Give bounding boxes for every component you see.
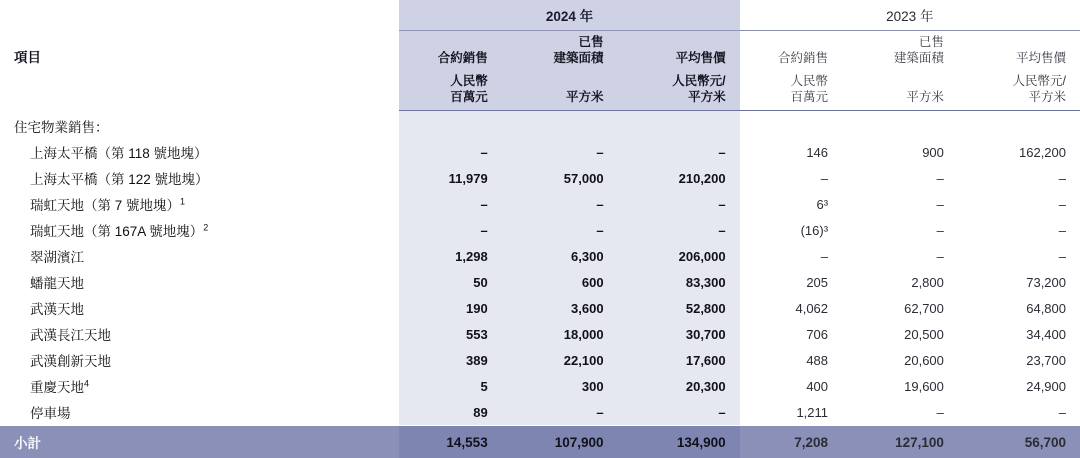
row-value: – — [618, 139, 740, 165]
table-row — [0, 269, 1080, 295]
row-value: 30,700 — [618, 321, 740, 347]
row-value: – — [958, 243, 1080, 269]
row-value: – — [618, 399, 740, 426]
row-label: 停車場 — [0, 399, 399, 426]
row-value: 488 — [740, 347, 842, 373]
year-group-row — [0, 0, 1080, 31]
row-value: – — [399, 139, 501, 165]
row-value: 20,600 — [842, 347, 958, 373]
row-label: 重慶天地$^4$ — [0, 373, 399, 399]
row-value: – — [842, 243, 958, 269]
row-value: 6,300 — [502, 243, 618, 269]
row-value: 400 — [740, 373, 842, 399]
row-value: 900 — [842, 139, 958, 165]
row-value: – — [958, 191, 1080, 217]
row-value: – — [502, 399, 618, 426]
subtotal-label: 小計 — [0, 426, 399, 458]
row-value: – — [399, 191, 501, 217]
unit-line: 人民幣 — [791, 74, 829, 88]
table-row — [0, 321, 1080, 347]
row-value: 300 — [502, 373, 618, 399]
col-header-2023-gfa-sold — [842, 31, 958, 71]
row-value: – — [740, 243, 842, 269]
row-value: – — [502, 217, 618, 243]
footnote-marker: 1 — [180, 197, 185, 207]
table-row — [0, 399, 1080, 426]
table-row — [0, 165, 1080, 191]
section-blank-cell — [740, 110, 842, 139]
row-value: – — [958, 165, 1080, 191]
table-row — [0, 347, 1080, 373]
section-blank-cell — [842, 110, 958, 139]
table-row — [0, 243, 1080, 269]
group-spacer — [0, 0, 399, 31]
row-value: – — [618, 191, 740, 217]
row-value: – — [502, 191, 618, 217]
item-column-header: 項目 — [0, 31, 399, 71]
table-row — [0, 373, 1080, 399]
unit-2023-asp — [958, 70, 1080, 110]
row-value: 162,200 — [958, 139, 1080, 165]
col-header-2024-gfa-sold — [502, 31, 618, 71]
table-row — [0, 295, 1080, 321]
row-value: – — [842, 399, 958, 426]
unit-row-spacer — [0, 70, 399, 110]
row-value: 73,200 — [958, 269, 1080, 295]
row-value: 83,300 — [618, 269, 740, 295]
col-header-2024-asp — [618, 31, 740, 71]
row-value: 57,000 — [502, 165, 618, 191]
row-value: 18,000 — [502, 321, 618, 347]
row-value: – — [842, 165, 958, 191]
col-header-line: 合約銷售 — [438, 51, 488, 65]
col-header-line: 平均售價 — [676, 51, 726, 65]
unit-line: 百萬元 — [450, 90, 488, 104]
row-value: 190 — [399, 295, 501, 321]
row-value: – — [399, 217, 501, 243]
subtotal-row — [0, 426, 1080, 458]
footnote-marker: 2 — [203, 223, 208, 233]
col-header-line: 建築面積 — [894, 51, 944, 65]
section-blank-cell — [399, 110, 501, 139]
row-value: 206,000 — [618, 243, 740, 269]
col-header-2023-asp — [958, 31, 1080, 71]
unit-line: 平方米 — [566, 90, 604, 104]
row-value: 4,062 — [740, 295, 842, 321]
row-value: 62,700 — [842, 295, 958, 321]
row-label: 蟠龍天地 — [0, 269, 399, 295]
column-header-row — [0, 31, 1080, 71]
section-title: 住宅物業銷售： — [0, 110, 399, 139]
row-label: 瑞虹天地（第 167A 號地塊）$^2$ — [0, 217, 399, 243]
row-label: 翠湖濱江 — [0, 243, 399, 269]
row-label: 上海太平橋（第 122 號地塊） — [0, 165, 399, 191]
row-value: 205 — [740, 269, 842, 295]
row-value: 5 — [399, 373, 501, 399]
row-value: 23,700 — [958, 347, 1080, 373]
row-label: 武漢創新天地 — [0, 347, 399, 373]
subtotal-value: 56,700 — [958, 426, 1080, 458]
row-label: 瑞虹天地（第 7 號地塊）$^1$ — [0, 191, 399, 217]
unit-2023-contracted-sales — [740, 70, 842, 110]
col-header-2024-contracted-sales — [399, 31, 501, 71]
unit-2024-contracted-sales — [399, 70, 501, 110]
row-value: 1,298 — [399, 243, 501, 269]
row-value: – — [842, 217, 958, 243]
row-value: 553 — [399, 321, 501, 347]
unit-2024-asp — [618, 70, 740, 110]
row-value: 20,500 — [842, 321, 958, 347]
subtotal-value: 7,208 — [740, 426, 842, 458]
row-value: – — [740, 165, 842, 191]
unit-line: 平方米 — [688, 90, 726, 104]
row-value: 19,600 — [842, 373, 958, 399]
table-row — [0, 217, 1080, 243]
unit-line: 百萬元 — [791, 90, 829, 104]
col-header-line: 已售 — [919, 35, 944, 49]
row-value: 6³ — [740, 191, 842, 217]
footnote-marker: 4 — [84, 379, 89, 389]
row-label: 武漢天地 — [0, 295, 399, 321]
row-value: – — [842, 191, 958, 217]
row-value: 89 — [399, 399, 501, 426]
row-value: – — [618, 217, 740, 243]
row-value: – — [958, 217, 1080, 243]
subtotal-value: 107,900 — [502, 426, 618, 458]
group-header-2023: 2023 年 — [740, 0, 1080, 31]
row-value: 389 — [399, 347, 501, 373]
section-title-row — [0, 110, 1080, 139]
row-value: 1,211 — [740, 399, 842, 426]
unit-line: 人民幣 — [450, 74, 488, 88]
row-value: 50 — [399, 269, 501, 295]
unit-2023-gfa-sold — [842, 70, 958, 110]
row-value: 20,300 — [618, 373, 740, 399]
row-value: 17,600 — [618, 347, 740, 373]
row-value: 52,800 — [618, 295, 740, 321]
row-value: 2,800 — [842, 269, 958, 295]
row-value: 600 — [502, 269, 618, 295]
col-header-line: 已售 — [579, 35, 604, 49]
row-value: 210,200 — [618, 165, 740, 191]
col-header-line: 平均售價 — [1016, 51, 1066, 65]
group-header-2024: 2024 年 — [399, 0, 739, 31]
row-value: 34,400 — [958, 321, 1080, 347]
row-value: 3,600 — [502, 295, 618, 321]
subtotal-value: 134,900 — [618, 426, 740, 458]
section-blank-cell — [618, 110, 740, 139]
section-blank-cell — [502, 110, 618, 139]
row-label: 上海太平橋（第 118 號地塊） — [0, 139, 399, 165]
row-value: 146 — [740, 139, 842, 165]
row-value: 64,800 — [958, 295, 1080, 321]
subtotal-value: 14,553 — [399, 426, 501, 458]
row-value: 24,900 — [958, 373, 1080, 399]
unit-line: 平方米 — [1028, 90, 1066, 104]
row-label: 武漢長江天地 — [0, 321, 399, 347]
unit-header-row — [0, 70, 1080, 110]
row-value: 11,979 — [399, 165, 501, 191]
subtotal-value: 127,100 — [842, 426, 958, 458]
unit-line: 人民幣元/ — [672, 74, 725, 88]
unit-line: 平方米 — [906, 90, 944, 104]
col-header-line: 建築面積 — [554, 51, 604, 65]
unit-line: 人民幣元/ — [1013, 74, 1066, 88]
row-value: 706 — [740, 321, 842, 347]
row-value: (16)³ — [740, 217, 842, 243]
row-value: – — [958, 399, 1080, 426]
row-value: 22,100 — [502, 347, 618, 373]
row-value: – — [502, 139, 618, 165]
col-header-2023-contracted-sales — [740, 31, 842, 71]
table-row — [0, 139, 1080, 165]
col-header-line: 合約銷售 — [778, 51, 828, 65]
section-blank-cell — [958, 110, 1080, 139]
table-row — [0, 191, 1080, 217]
unit-2024-gfa-sold — [502, 70, 618, 110]
